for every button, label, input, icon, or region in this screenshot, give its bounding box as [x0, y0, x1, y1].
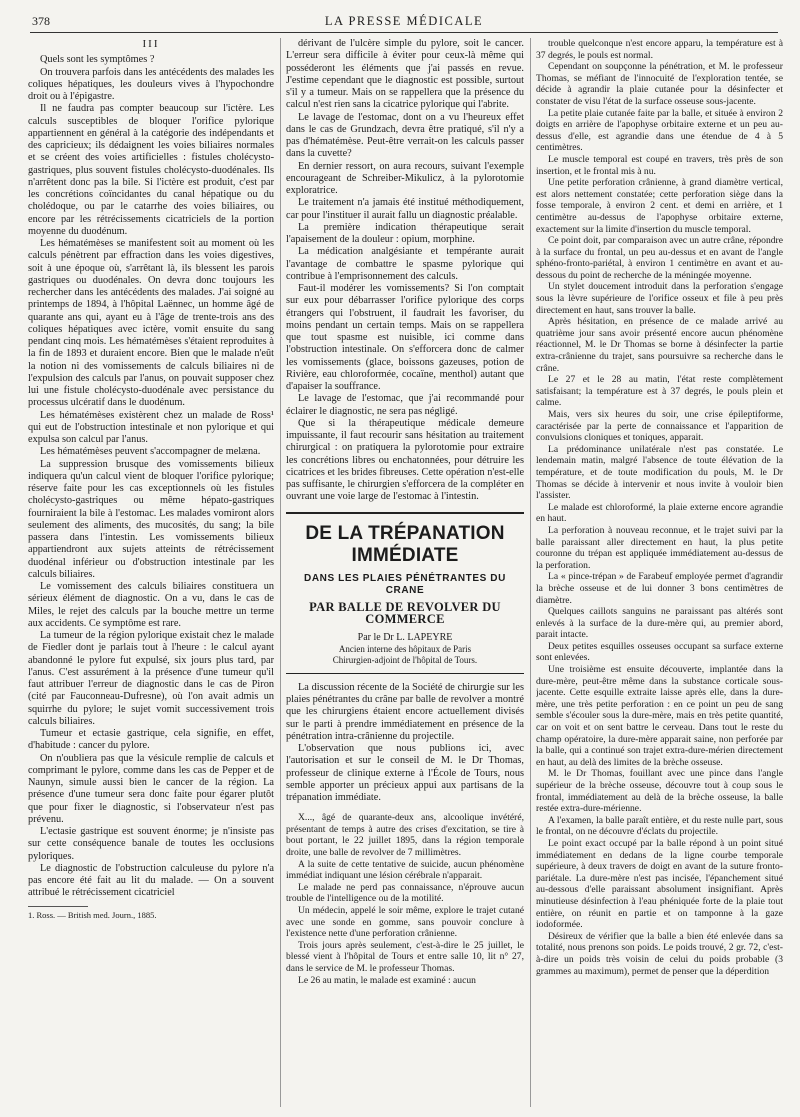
paragraph: A l'examen, la balle paraît entière, et du reste nulle part, sous le frontal, on ne découvre d'éclats du projectile. — [536, 814, 783, 838]
author-affiliation: Ancien interne des hôpitaux de Paris — [338, 643, 472, 654]
paragraph: Il ne faudra pas compter beaucoup sur l'ictère. Les calculs susceptibles de bloquer l'orifice pylorique appartiennent en général à la catégorie des indépendants et des capricieux; ils dédaignent les voies biliaires normales et se créent des voies artificielles : fistules cholécysto-gastriques, plus souvent fistules cholécysto-duodénales. Ils n'arrêtent donc pas la bile. Si l'ictère est produit, c'est par les concrétions coïncidantes du canal hépatique ou du cholédoque, ou par le catarrhe des voies biliaires, ou encore par les rétrécissements cicatriciels de la portion moyenne du duodénum. — [28, 103, 274, 237]
paragraph: Ce point doit, par comparaison avec un autre crâne, répondre à la surface du frontal, un peu au-dessus et en avant de l'angle sphéno-fronto-pariétal, à environ 1 centimètre en avant et au-dessous du point de recherche de la méningée moyenne. — [536, 235, 783, 281]
paragraph: Un stylet doucement introduit dans la perforation s'engage sous la lèvre supérieure de l'orifice osseux et file à peu près directement en haut, sans trouver la balle. — [536, 281, 783, 316]
paragraph: Une petite perforation crânienne, à grand diamètre vertical, est alors nettement constatée; cette perforation siège dans la fosse temporale, à environ 2 cent. et demi en arrière, et 1 centimètre au-dessus de l'apophyse orbitaire externe, exactement sur la limite d'insertion du muscle temporal. — [536, 177, 783, 235]
paragraph: Le vomissement des calculs biliaires constituera un sérieux élément de diagnostic. On a vu, dans le cas de Miles, le rejet des calculs par la bouche mettre un terme aux accidents. Ce symptôme est rare. — [28, 581, 274, 629]
column-middle — [286, 38, 524, 1111]
paragraph: trouble quelconque n'est encore apparu, la température est à 37 degrés, le pouls est normal. — [536, 38, 783, 61]
paragraph: Le 27 et le 28 au matin, l'état reste complètement satisfaisant; la température est à 37 degrés, le pouls plein et calme. — [536, 374, 783, 409]
paragraph: Quels sont les symptômes ? — [40, 54, 155, 66]
paragraph: Les hématémèses se manifestent soit au moment où les calculs pénètrent par effraction dans les voies digestives, soit à une époque où, s'arrêtant là, ils blessent les parois gastriques ou duodénales. On devra donc toujours les rechercher dans les antécédents des malades. J'ai soigné au printemps de 1894, à l'hôpital Laënnec, un homme âgé de quarante ans qui, ayant eu à l'âge de trente-trois ans des coliques hépatiques avec ictère, vomit ensuite du sang pendant cinq mois. Les hématémèses s'étaient reproduites à la fin de 1893 et duraient encore. Bien que le malade n'eût la notion ni des vomissements de calculs biliaires ni de l'expulsion des calculs par l'anus, on pouvait supposer chez lui une fistule cholécysto-duodénale avec persistance du processus ulcératif dans le duodénum. — [28, 238, 274, 409]
column-right — [536, 38, 783, 1111]
paragraph: L'observation que nous publions ici, avec l'autorisation et sur le conseil de M. le Dr Thomas, professeur de clinique externe à l'École de Tours, nous semble apporter un précieux appui aux partisans de la trépanation immédiate. — [286, 743, 524, 803]
paragraph: Deux petites esquilles osseuses occupant sa surface externe sont enlevées. — [536, 640, 783, 664]
paragraph: Le traitement n'a jamais été institué méthodiquement, car pour l'instituer il aurait fallu un diagnostic préalable. — [286, 197, 524, 221]
paragraph: Le point exact occupé par la balle répond à un point situé immédiatement en dedans de la ligne courbe temporale supérieure, à deux travers de doigt en avant de la suture fronto-pariétale. La dure-mère n'est pas incisée, l'épanchement situé au-dessous d'elle paraissant absolument insignifiant. Après minutieuse désinfection à l'eau phéniquée forte de la plaie tout entière, on réunit en partie et on tamponne à la gaze iodoformée. — [536, 837, 783, 931]
article-byline: Par le Dr L. LAPEYRE — [357, 631, 453, 643]
paragraph: Tumeur et ectasie gastrique, cela signifie, en effet, d'habitude : cancer du pylore. — [28, 728, 274, 752]
column-rule — [530, 38, 531, 1107]
footnote: 1. Ross. — British med. Journ., 1885. — [28, 909, 157, 920]
paragraph: M. le Dr Thomas, fouillant avec une pince dans l'angle supérieur de la brèche osseuse, découvre tout à coup sous le frontal, immédiatement au delà de la brèche osseuse, la balle restée extra-dure-mérienne. — [536, 768, 783, 815]
article-intro — [286, 682, 524, 805]
paragraph: La tumeur de la région pylorique existait chez le malade de Fiedler dont je parlais tout à l'heure : le calcul ayant abandonné le pylore fut expulsé, six jours plus tard, par l'anus. C'est assurément à la présence d'une tumeur qu'il faut attribuer l'erreur de diagnostic dans le cas de Piron (cité par Fauconneau-Dufresne), où l'on avait admis un squirrhe du pylore; le sujet vomit successivement trois calculs biliaires. — [28, 630, 274, 727]
paragraph: Désireux de vérifier que la balle a bien été enlevée dans sa totalité, nous prenons son poids. Le poids trouvé, 2 gr. 72, c'est-à-dire un poids très voisin de celui du poids probable (3 grammes au maximum), permet de penser que la déperdition — [536, 930, 783, 977]
journal-title: LA PRESSE MÉDICALE — [324, 14, 484, 28]
article-header — [286, 512, 524, 674]
paragraph: dérivant de l'ulcère simple du pylore, soit le cancer. L'erreur sera difficile à éviter pour ceux-là même qui posséderont les éléments que j'ai passés en revue. J'estime cependant que le diagnostic est possible, surtout s'il y a tumeur. Mais on se rappellera que la présence du calcul n'est rien sans la cicatrice pylorique qui l'abrite. — [286, 38, 524, 111]
paragraph: Les hématémèses peuvent s'accompagner de melæna. — [40, 446, 261, 458]
paragraph: On n'oubliera pas que la vésicule remplie de calculs et comprimant le pylore, comme dans les cas de Pepper et de Naunyn, simule aussi bien le cancer de la région. La présence d'une tumeur sera donc faite pour égarer plutôt que pour fixer le diagnostic, si l'observateur n'est pas prévenu. — [28, 752, 274, 825]
paragraph: Quelques caillots sanguins ne paraissant pas altérés sont enlevés à la surface de la dure-mère qui, au premier abord, parait intacte. — [536, 606, 783, 641]
page-header — [30, 12, 778, 33]
column-middle-text — [286, 38, 524, 504]
paragraph: Le malade est chloroformé, la plaie externe encore agrandie en haut. — [536, 501, 783, 525]
article-title: DE LA TRÉPANATION IMMÉDIATE — [305, 522, 505, 566]
column-right-text — [536, 38, 783, 977]
paragraph: La perforation à nouveau reconnue, et le trajet suivi par la balle paraissant aller directement en haut, la plus petite couronne du trépan est appliquée immédiatement au-dessus de la perforation. — [536, 524, 783, 571]
paragraph: Les hématémèses existèrent chez un malade de Ross¹ qui eut de l'obstruction intestinale et non pylorique et qui expulsa son calcul par l'anus. — [28, 409, 274, 445]
paragraph: X..., âgé de quarante-deux ans, alcoolique invétéré, présentant de temps à autre des crises d'excitation, se tire à bout portant, le 22 juillet 1895, dans la région temporale droite, une balle de revolver de 7 millimètres. — [286, 812, 524, 859]
paragraph: Trois jours après seulement, c'est-à-dire le 25 juillet, le blessé vient à l'hôpital de Tours et entre salle 10, lit n° 27, dans le service de M. le professeur Thomas. — [286, 939, 524, 974]
paragraph: A la suite de cette tentative de suicide, aucun phénomène immédiat indiquant une lésion cérébrale n'apparait. — [286, 858, 524, 882]
author-affiliation: Chirurgien-adjoint de l'hôpital de Tours. — [332, 654, 478, 665]
paragraph: Le diagnostic de l'obstruction calculeuse du pylore n'a pas encore été fait au lit du malade. — On a souvent attribué le rétrécissement cicatriciel — [28, 862, 274, 899]
page-number: 378 — [32, 14, 50, 28]
case-report — [286, 812, 524, 986]
paragraph: La petite plaie cutanée faite par la balle, et située à environ 2 doigts en arrière de l'apophyse orbitaire externe et un peu au-dessus d'elle, est agrandie dans une étendue de 4 à 5 centimètres. — [536, 107, 783, 154]
paragraph: La suppression brusque des vomissements bilieux indiquera qu'un calcul vient de bloquer l'orifice pylorique; réserve faite pour les cas exceptionnels où les fistules cholécysto-gastriques ou même hépato-gastriques fourniraient la bile à l'estomac. Les malades vomiront alors seulement des aliments, des mucosités, du sang; la bile passera dans l'intestin. Les vomissements bilieux appartiendront aux sujets atteints de rétrécissement duodénal inférieur ou d'obstruction intestinale par les calculs biliaires. — [28, 458, 274, 580]
paragraph: On trouvera parfois dans les antécédents des malades les coliques hépatiques, les douleurs vives à l'hypochondre droit ou à l'épigastre. — [28, 66, 274, 102]
paragraph: Un médecin, appelé le soir même, explore le trajet cutané avec une sonde en gomme, sans pouvoir conclure à l'existence nette d'une perforation crânienne. — [286, 905, 524, 940]
paragraph: Mais, vers six heures du soir, une crise épileptiforme, caractérisée par la perte de connaissance et l'apparition de convulsions cloniques et toniques, apparait. — [536, 409, 783, 444]
paragraph: Le lavage de l'estomac, dont on a vu l'heureux effet dans le cas de Grundzach, devra être pratiqué, s'il n'y a pas d'hématémèse. Peut-être verrait-on les calculs passer dans la cuvette? — [286, 111, 524, 160]
column-left — [28, 38, 274, 1111]
paragraph: Le lavage de l'estomac, que j'ai recommandé pour éclairer le diagnostic, ne sera pas négligé. — [286, 393, 524, 417]
article-subtitle-2: PAR BALLE DE REVOLVER DU COMMERCE — [309, 600, 501, 627]
section-number: III — [142, 38, 160, 50]
paragraph: L'ectasie gastrique est souvent énorme; je n'insiste pas sur cette conséquence banale de toutes les occlusions pyloriques. — [28, 826, 274, 862]
paragraph: Le malade ne perd pas connaissance, n'éprouve aucun trouble de l'intelligence ou de la motilité. — [286, 881, 524, 905]
paragraph: Cependant on soupçonne la pénétration, et M. le professeur Thomas, se méfiant de l'innocuité de l'exploration tentée, se décide à agrandir la plaie cutanée pour la désinfecter et constater de visu l'état de la surface osseuse sous-jacente. — [536, 61, 783, 107]
article-subtitle: DANS LES PLAIES PÉNÉTRANTES DU CRANE — [304, 572, 506, 596]
paragraph: Faut-il modérer les vomissements? Si l'on comptait sur eux pour débarrasser l'orifice pylorique des corps étrangers qui l'obstruent, il faudrait les favoriser, du moins pendant un certain temps. Mais on se rappellera que tout spasme est nuisible, ici comme dans l'obstruction intestinale. On s'efforcera donc de calmer les vomissements (glace, boissons gazeuses, potion de Rivière, eau chloroformée, cocaïne, menthol) autant que d'apaiser la souffrance. — [286, 283, 524, 392]
paragraph: Le muscle temporal est coupé en travers, très près de son insertion, et le frontal mis à nu. — [536, 153, 783, 177]
paragraph: La « pince-trépan » de Farabeuf employée permet d'agrandir la brèche osseuse et de lui donner 3 bons centimètres de diamètre. — [536, 571, 783, 606]
paragraph: Le 26 au matin, le malade est examiné : aucun — [298, 974, 476, 986]
paragraph: La prédominance unilatérale n'est pas constatée. Le lendemain matin, malgré l'absence de toute élévation de la température, et de toute modification du pouls, M. le Dr Thomas se décide à intervenir et nous invite à vouloir bien l'assister. — [536, 443, 783, 502]
paragraph: La première indication thérapeutique serait l'apaisement de la douleur : opium, morphine. — [286, 221, 524, 245]
paragraph: Que si la thérapeutique médicale demeure impuissante, il faut recourir sans hésitation au traitement chirurgical : on pratiquera la pylorotomie pour extraire les concrétions libres ou enchatonnées, pour détruire les cicatrices et les brides fibreuses. Cette opération n'est-elle pas suffisante, le chirurgien s'efforcera de la compléter en ouvrant une voie large de l'estomac à l'intestin. — [286, 417, 524, 503]
paragraph: Après hésitation, en présence de ce malade arrivé au quatrième jour sans avoir présenté encore aucun phénomène réactionnel, M. le Dr Thomas se borne à désinfecter la partie extra-crânienne du trajet, sans poursuivre sa recherche dans le crâne. — [536, 316, 783, 374]
paragraph: Une troisième est ensuite découverte, implantée dans la dure-mère, peut-être même dans la substance corticale sous-jacente. Cette esquille extraite laisse après elle, dans la dure-mère, une très petite perforation : en ce point un peu de sang semble s'écouler sous la dure-mère, mais en très petite quantité, car on voit et on sent battre le cerveau. Dans tout le reste du champ opératoire, la dure-mère apparait saine, non perforée par la balle, qui a continué son trajet extra-dure-mérien directement en haut, au delà des limites de la brèche osseuse. — [536, 664, 783, 768]
paragraph: La médication analgésiante et tempérante aurait l'avantage de combattre le spasme pylorique qui contribue à l'emprisonnement des calculs. — [286, 246, 524, 282]
footnote-rule — [28, 906, 88, 907]
paragraph: La discussion récente de la Société de chirurgie sur les plaies pénétrantes du crâne par balle de revolver a montré que les chirurgiens étaient encore actuellement divisés sur le parti à prendre immédiatement en présence de la pénétration intra-crânienne du projectile. — [286, 681, 524, 742]
paragraph: En dernier ressort, on aura recours, suivant l'exemple encourageant de Schreiber-Mikulicz, à la pylorotomie exploratrice. — [286, 160, 524, 196]
column-left-text — [28, 54, 274, 899]
column-rule — [280, 38, 281, 1107]
